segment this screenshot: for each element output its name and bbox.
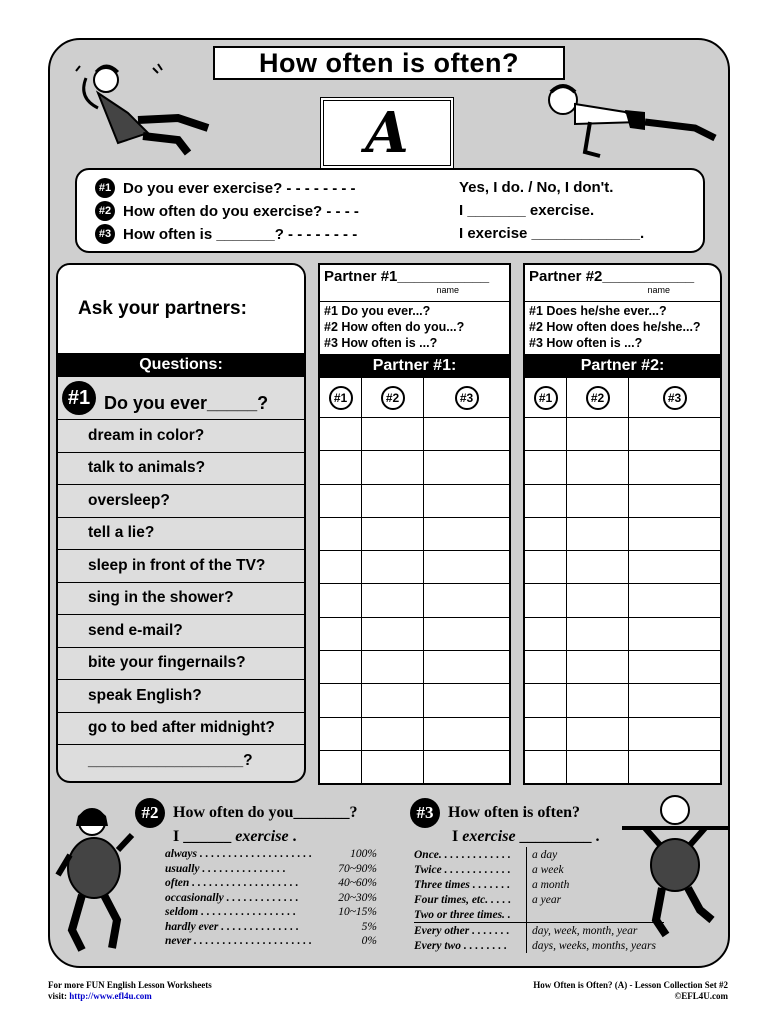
frequency-word: occasionally . . . . . . . . . . . . . (165, 891, 299, 904)
question-1-heading (58, 377, 304, 420)
frequency-percent: 40~60% (338, 877, 377, 889)
frequency-row (165, 906, 377, 921)
partner-2-name-area (525, 265, 720, 302)
times-left: Every two . . . . . . . . (414, 939, 507, 952)
answer-cell[interactable] (362, 518, 424, 551)
column-header (567, 378, 629, 418)
ask-partners-label: Ask your partners: (58, 265, 304, 353)
column-number-badge: #2 (586, 386, 610, 410)
times-left: Twice . . . . . . . . . . . . (414, 863, 511, 876)
version-letter: A (365, 100, 409, 166)
answer-cell[interactable] (362, 751, 424, 784)
answer-cell[interactable] (362, 684, 424, 717)
frequency-scale (165, 848, 377, 950)
prompt-line: #2 How often do you...? (324, 320, 465, 334)
times-right: a day (526, 847, 557, 862)
answer-cell[interactable] (525, 751, 567, 784)
partner-1-prompts (320, 302, 509, 354)
frequency-row (165, 892, 377, 907)
answer-cell[interactable] (320, 618, 362, 651)
answer-cell[interactable] (424, 418, 509, 451)
page-title (213, 46, 565, 80)
times-right (526, 907, 532, 922)
question-item: send e-mail? (58, 615, 304, 648)
answer-cell[interactable] (629, 684, 720, 717)
question-item: sleep in front of the TV? (58, 550, 304, 583)
times-row (414, 877, 664, 892)
sentence-suffix: _________ . (519, 828, 600, 845)
frequency-percent: 10~15% (338, 906, 377, 918)
frequency-word: usually . . . . . . . . . . . . . . . (165, 862, 286, 875)
answer-cell[interactable] (320, 718, 362, 751)
answer-cell[interactable] (362, 584, 424, 617)
questions-panel (56, 263, 306, 783)
answer-cell[interactable] (567, 551, 629, 584)
answer-cell[interactable] (567, 518, 629, 551)
answer-cell[interactable] (320, 451, 362, 484)
intro-box (75, 168, 705, 253)
section-2 (135, 798, 357, 846)
question-list (58, 420, 304, 778)
frequency-row (165, 848, 377, 863)
answer-cell[interactable] (362, 418, 424, 451)
running-woman-illustration (52, 800, 142, 960)
frequency-percent: 70~90% (338, 862, 377, 875)
times-left: Three times . . . . . . . (414, 878, 511, 891)
frequency-percent: 100% (350, 848, 377, 860)
question-item: talk to animals? (58, 453, 304, 486)
answer-cell[interactable] (362, 485, 424, 518)
times-right: a month (526, 877, 569, 892)
answer-cell[interactable] (629, 718, 720, 751)
footer-promo: For more FUN English Lesson Worksheets (48, 980, 212, 990)
number-badge: #2 (95, 201, 115, 221)
answer-cell[interactable] (362, 618, 424, 651)
answer-cell[interactable] (362, 451, 424, 484)
answer-cell[interactable] (424, 651, 509, 684)
times-row (414, 892, 664, 907)
answer-cell[interactable] (525, 518, 567, 551)
section-3-title-text: How often is often? (448, 804, 580, 821)
answer-cell[interactable] (629, 651, 720, 684)
frequency-row (165, 935, 377, 950)
answer-cell[interactable] (629, 551, 720, 584)
question-item: oversleep? (58, 485, 304, 518)
question-item: __________________? (88, 752, 253, 770)
column-number-badge: #1 (329, 386, 353, 410)
frequency-word: always . . . . . . . . . . . . . . . . . . . . (165, 848, 312, 860)
answer-cell[interactable] (320, 651, 362, 684)
question-item: bite your fingernails? (58, 648, 304, 681)
footer-right (533, 980, 728, 1002)
footer-lesson-title: How Often is Often? (A) - Lesson Collection Set #2 (533, 980, 728, 990)
answer-cell[interactable] (424, 751, 509, 784)
answer-cell[interactable] (567, 451, 629, 484)
answer-cell[interactable] (525, 684, 567, 717)
intro-question-text: Do you ever exercise? - - - - - - - - (123, 179, 356, 197)
prompt-line: #2 How often does he/she...? (529, 320, 701, 334)
footer-visit-line (48, 991, 212, 1002)
answer-cell[interactable] (320, 584, 362, 617)
question-1-text: Do you ever_____? (104, 392, 269, 413)
sentence-prefix: I (452, 828, 459, 845)
number-badge: #1 (95, 178, 115, 198)
answer-cell[interactable] (424, 684, 509, 717)
section-2-sentence (173, 828, 357, 846)
section-3-sentence (452, 828, 600, 846)
times-right: days, weeks, months, years (526, 938, 656, 953)
sentence-word: exercise (235, 828, 289, 845)
times-right: a year (526, 892, 561, 907)
times-row (414, 862, 664, 877)
answer-cell[interactable] (424, 551, 509, 584)
question-item: tell a lie? (58, 518, 304, 551)
answer-cell[interactable] (424, 584, 509, 617)
times-table (414, 847, 664, 953)
partner-1-header: Partner #1: (320, 354, 509, 378)
answer-cell[interactable] (525, 451, 567, 484)
frequency-percent: 0% (361, 935, 377, 947)
sentence-suffix: . (292, 828, 297, 845)
intro-answer-1: Yes, I do. / No, I don't. (459, 179, 614, 196)
page-title-text: How often is often? (259, 47, 519, 78)
intro-question-text: How often is _______? - - - - - - - - (123, 225, 358, 243)
sentence-word: exercise (462, 828, 516, 845)
answer-cell[interactable] (320, 751, 362, 784)
sentence-prefix: I ______ (173, 828, 232, 845)
number-badge: #2 (135, 798, 165, 828)
column-header (362, 378, 424, 418)
section-2-title (135, 798, 357, 828)
answer-cell[interactable] (629, 751, 720, 784)
answer-cell[interactable] (629, 485, 720, 518)
footer-copyright: ©EFL4U.com (674, 991, 728, 1001)
answer-cell[interactable] (629, 418, 720, 451)
name-caption: name (436, 285, 459, 295)
column-header (424, 378, 509, 418)
column-header (525, 378, 567, 418)
partner-1-name-area (320, 265, 509, 302)
answer-cell[interactable] (362, 551, 424, 584)
times-left: Every other . . . . . . . (414, 924, 510, 937)
number-badge: #3 (95, 224, 115, 244)
partner-2-header: Partner #2: (525, 354, 720, 378)
frequency-percent: 5% (361, 920, 377, 933)
answer-cell[interactable] (567, 751, 629, 784)
frequency-row (165, 921, 377, 936)
partner-1-name-label: Partner #1___________ (324, 268, 490, 285)
answer-cell[interactable] (424, 518, 509, 551)
number-badge: #1 (62, 381, 96, 415)
partner-2-panel (523, 263, 722, 785)
intro-question-3 (95, 224, 357, 244)
answer-cell[interactable] (424, 451, 509, 484)
answer-cell[interactable] (525, 618, 567, 651)
answer-cell[interactable] (362, 651, 424, 684)
partner-2-prompts (525, 302, 720, 354)
partner-2-name-label: Partner #2___________ (529, 268, 695, 285)
answer-cell[interactable] (629, 451, 720, 484)
answer-cell[interactable] (424, 618, 509, 651)
times-left: Two or three times. . (414, 908, 511, 921)
answer-cell[interactable] (629, 518, 720, 551)
answer-cell[interactable] (320, 518, 362, 551)
answer-cell[interactable] (424, 718, 509, 751)
column-number-badge: #1 (534, 386, 558, 410)
version-letter-box (320, 97, 454, 169)
question-item: go to bed after midnight? (58, 713, 304, 746)
column-number-badge: #3 (455, 386, 479, 410)
prompt-line: #3 How often is ...? (529, 336, 643, 350)
times-right: day, week, month, year (526, 923, 637, 938)
answer-cell[interactable] (424, 485, 509, 518)
partner-1-answer-grid (320, 378, 509, 784)
times-row (414, 847, 664, 862)
frequency-word: seldom . . . . . . . . . . . . . . . . . (165, 906, 296, 918)
frequency-word: hardly ever . . . . . . . . . . . . . . (165, 920, 299, 933)
times-left: Once. . . . . . . . . . . . . (414, 848, 511, 861)
question-item: speak English? (58, 680, 304, 713)
answer-cell[interactable] (567, 418, 629, 451)
intro-question-text: How often do you exercise? - - - - (123, 202, 359, 220)
situp-woman-illustration (58, 58, 218, 158)
prompt-line: #1 Does he/she ever...? (529, 304, 667, 318)
partner-2-answer-grid (525, 378, 720, 784)
frequency-row (165, 877, 377, 892)
intro-answer-3: I exercise _____________. (459, 225, 645, 242)
answer-cell[interactable] (525, 418, 567, 451)
answer-cell[interactable] (525, 651, 567, 684)
footer-link[interactable]: http://www.efl4u.com (69, 991, 152, 1001)
questions-header: Questions: (58, 353, 304, 377)
section-3-title (410, 798, 600, 828)
intro-question-2 (95, 201, 359, 221)
answer-cell[interactable] (629, 618, 720, 651)
times-row (414, 938, 664, 953)
column-header (629, 378, 720, 418)
times-row (414, 907, 664, 922)
column-header (320, 378, 362, 418)
question-item: dream in color? (58, 420, 304, 453)
frequency-word: often . . . . . . . . . . . . . . . . . . . (165, 877, 299, 889)
answer-cell[interactable] (567, 684, 629, 717)
number-badge: #3 (410, 798, 440, 828)
section-2-title-text: How often do you_______? (173, 804, 358, 821)
column-number-badge: #2 (381, 386, 405, 410)
answer-cell[interactable] (525, 718, 567, 751)
prompt-line: #1 Do you ever...? (324, 304, 431, 318)
partner-1-panel (318, 263, 511, 785)
times-left: Four times, etc. . . . . (414, 893, 512, 906)
section-3 (410, 798, 600, 846)
column-number-badge: #3 (663, 386, 687, 410)
answer-cell[interactable] (362, 718, 424, 751)
intro-question-1 (95, 178, 356, 198)
footer-visit-label: visit: (48, 991, 67, 1001)
answer-cell[interactable] (567, 718, 629, 751)
answer-cell[interactable] (320, 551, 362, 584)
pushup-man-illustration (545, 82, 723, 162)
frequency-row (165, 863, 377, 878)
answer-cell[interactable] (320, 684, 362, 717)
answer-cell[interactable] (567, 651, 629, 684)
name-caption: name (647, 285, 670, 295)
answer-cell[interactable] (525, 584, 567, 617)
times-right: a week (526, 862, 564, 877)
footer-left (48, 980, 212, 1002)
answer-cell[interactable] (629, 584, 720, 617)
question-item: sing in the shower? (58, 583, 304, 616)
times-row (414, 922, 664, 938)
answer-cell[interactable] (567, 584, 629, 617)
answer-cell[interactable] (567, 618, 629, 651)
prompt-line: #3 How often is ...? (324, 336, 438, 350)
frequency-percent: 20~30% (338, 891, 377, 904)
answer-cell[interactable] (525, 485, 567, 518)
answer-cell[interactable] (525, 551, 567, 584)
frequency-word: never . . . . . . . . . . . . . . . . . . . . . (165, 935, 312, 947)
answer-cell[interactable] (320, 485, 362, 518)
answer-cell[interactable] (567, 485, 629, 518)
answer-cell[interactable] (320, 418, 362, 451)
intro-answer-2: I _______ exercise. (459, 202, 595, 219)
